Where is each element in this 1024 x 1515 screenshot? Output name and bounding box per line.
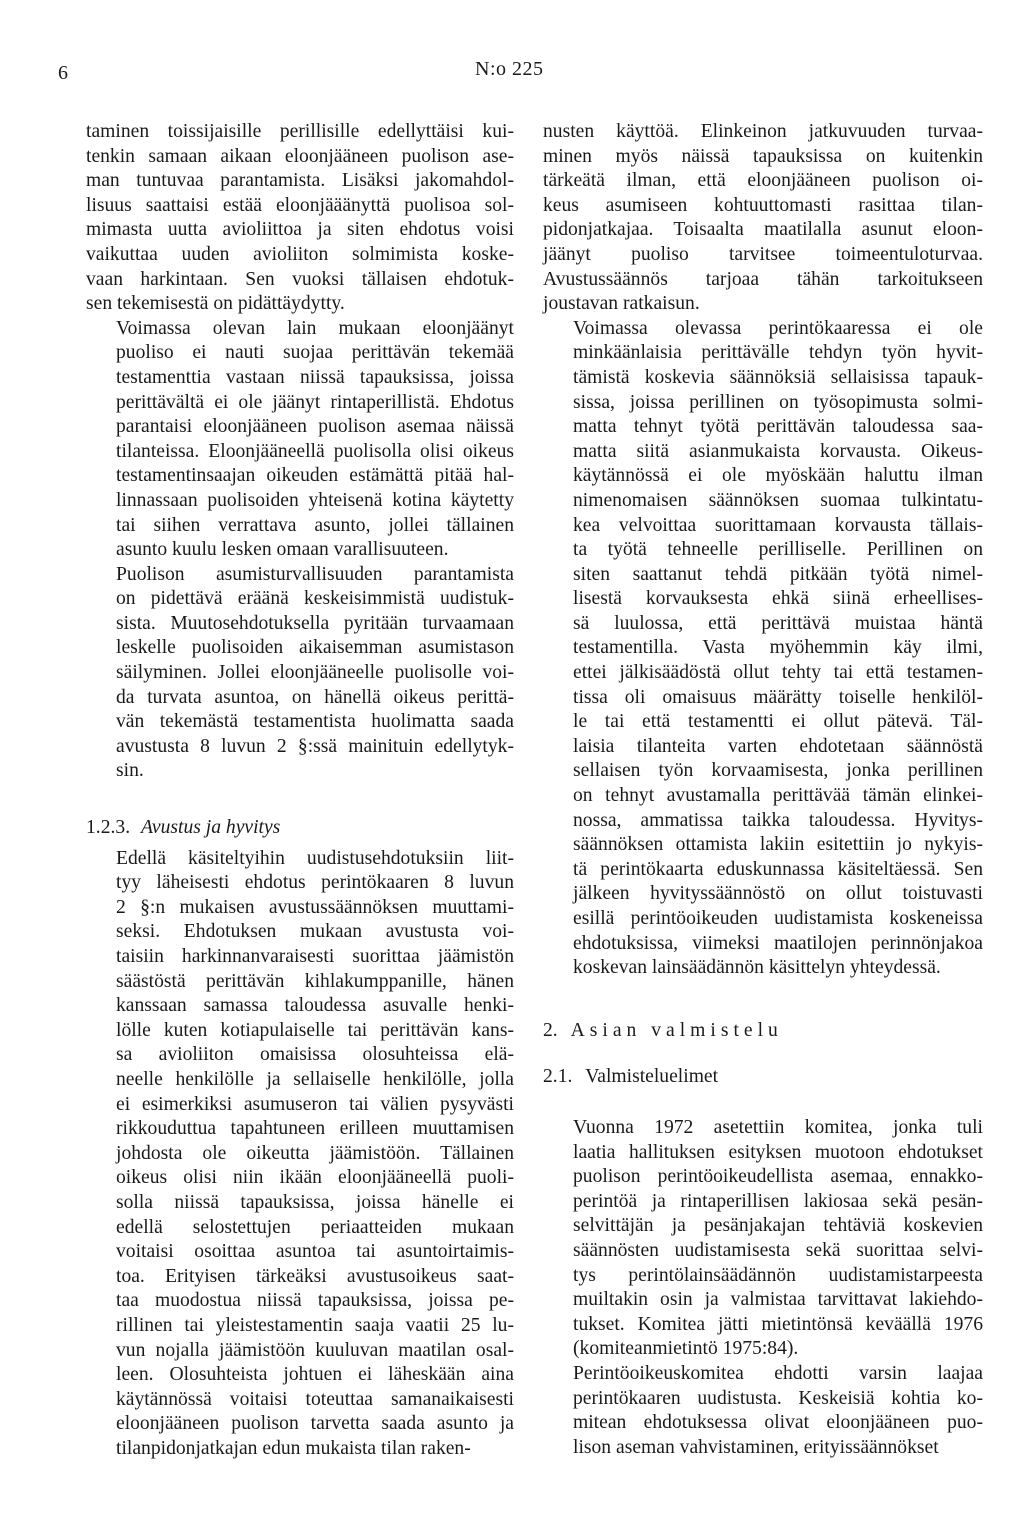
paragraph: [543, 1362, 983, 1460]
document-number: N:o 225: [475, 58, 544, 80]
text-line: esillä perintöoikeuden uudistamista koskeneissa: [573, 908, 983, 929]
paragraph: [86, 563, 514, 784]
text-line: sen tekemisestä on pidättäydytty.: [86, 293, 345, 315]
text-line: tai siihen verrattava asunto, jollei tällainen: [116, 514, 514, 536]
heading-title: Avustus ja hyvitys: [141, 817, 281, 839]
text-line: testamentilla. Vasta myöhemmin käy ilmi,: [573, 637, 983, 659]
text-line: ei esimerkiksi asumuseron tai välien pysyvästi: [116, 1093, 514, 1115]
text-line: Avustussäännös tarjoaa tähän tarkoitukseen: [543, 268, 983, 290]
text-line: nimenomaisen säännöksen suomaa tulkintatu-: [573, 489, 983, 511]
text-line: säästöstä perittävän kihlakumppanille, hänen: [116, 970, 514, 992]
text-line: tilanpidonjatkajan edun mukaista tilan raken-: [116, 1437, 471, 1459]
text-line: tyy läheisesti ehdotus perintökaaren 8 luvun: [116, 872, 514, 894]
text-line: ehdotuksissa, viimeksi maatilojen perinnönjakoa: [573, 932, 983, 954]
text-line: neelle henkilölle ja sellaiselle henkilölle, jolla: [116, 1068, 514, 1090]
paragraph: [86, 847, 514, 1462]
heading-title: Valmisteluelimet: [585, 1066, 719, 1088]
text-line: asunto kuulu lesken omaan varallisuuteen.: [116, 539, 449, 561]
text-line: perintöä ja rintaperillisen lakiosaa sekä pesän-: [573, 1190, 983, 1212]
text-line: taminen toissijaisille perillisille edellyttäisi kui-: [86, 121, 514, 142]
text-line: Edellä käsiteltyihin uudistusehdotuksiin liit-: [116, 847, 514, 869]
text-line: tys perintölainsäädännön uudistamistarpeesta: [573, 1264, 983, 1286]
text-line: vaikuttaa uuden avioliiton solmimista koske-: [86, 243, 514, 265]
text-line: siten saattanut tehdä pitkään työtä nimel-: [573, 563, 983, 585]
text-line: nusten käyttöä. Elinkeinon jatkuvuuden turvaa-: [543, 121, 983, 142]
text-line: on tehnyt avustamalla perittävää tämän elinkei-: [573, 785, 983, 807]
text-line: puolison perintöoikeudellista asemaa, ennakko-: [573, 1166, 983, 1188]
text-line: tukset. Komitea jätti mietintönsä keväällä 1976: [573, 1313, 983, 1335]
text-line: tämistä koskevia säännöksiä sellaisissa tapauk-: [573, 366, 983, 388]
text-line: tärkeätä ilman, että eloonjääneen puolison oi-: [543, 170, 983, 192]
section-heading: [86, 816, 514, 841]
text-line: jälkeen hyvityssäännöstö on ollut toistuvasti: [573, 883, 983, 905]
text-line: selvittäjän ja pesänjakajan tehtäviä koskevien: [573, 1215, 983, 1237]
heading-title: Asian valmistelu: [570, 1019, 783, 1041]
text-line: minen myös näissä tapauksissa on kuitenkin: [543, 145, 983, 167]
text-line: testamenttia vastaan niissä tapauksissa, joissa: [116, 366, 514, 388]
text-line: matta tehnyt työtä perittävän taloudessa saa-: [573, 416, 983, 438]
text-line: tenkin samaan aikaan eloonjääneen puolison ase-: [86, 145, 514, 167]
heading-number: 2.1.: [543, 1066, 573, 1088]
text-line: voitaisi osoittaa asuntoa tai asuntoirtaimis-: [116, 1241, 514, 1263]
text-line: joustavan ratkaisun.: [543, 293, 700, 315]
text-line: sista. Muutosehdotuksella pyritään turvaamaan: [116, 612, 514, 634]
text-line: säilyminen. Jollei eloonjääneelle puolisolle voi-: [116, 662, 514, 684]
text-line: jäänyt puoliso tarvitsee toimeentuloturvaa.: [543, 243, 983, 265]
text-line: johdosta ole oikeutta jäämistöön. Tällainen: [116, 1142, 514, 1164]
text-line: Vuonna 1972 asetettiin komitea, jonka tuli: [573, 1116, 983, 1138]
paragraph: [86, 120, 514, 317]
text-line: edellä selostettujen periaatteiden mukaan: [116, 1216, 514, 1238]
text-line: man tuntuvaa parantamista. Lisäksi jakomahdol-: [86, 170, 514, 192]
right-column: [543, 120, 983, 1460]
paragraph: [86, 317, 514, 563]
text-line: tilanteissa. Eloonjääneellä puolisolla olisi oikeus: [116, 440, 514, 462]
paragraph: [543, 120, 983, 317]
text-line: on pidettävä eräänä keskeisimmistä uudistuk-: [116, 588, 514, 610]
text-line: tissa oli omaisuus määrätty toiselle henkilöl-: [573, 686, 983, 708]
text-line: nossa, ammatissa taikka taloudessa. Hyvitys-: [573, 809, 983, 831]
text-line: lison aseman vahvistaminen, erityissäännökset: [573, 1436, 939, 1458]
text-line: rillinen tai yleistestamentin saaja vaatii 25 lu-: [116, 1314, 514, 1336]
left-column: [86, 120, 514, 1461]
text-line: puoliso ei nauti suojaa perittävän tekemää: [116, 342, 514, 364]
text-line: säännösten uudistamisesta sekä suorittaa selvi-: [573, 1239, 983, 1261]
text-line: käytännössä ei ole myöskään haluttu ilman: [573, 465, 983, 487]
text-line: laatia hallituksen esityksen muotoon ehdotukset: [573, 1141, 983, 1163]
text-line: sellaisen työn korvaamisesta, jonka perillinen: [573, 760, 983, 782]
text-line: säännöksen ottamista lakiin esitettiin jo nykyis-: [573, 834, 983, 856]
text-line: laisia tilanteita varten ehdotetaan säännöstä: [573, 735, 983, 757]
text-line: taa muodostua niissä tapauksissa, joissa pe-: [116, 1290, 514, 1312]
text-line: mitean ehdotuksessa olivat eloonjääneen puo-: [573, 1412, 983, 1434]
text-line: perintökaaren uudistusta. Keskeisiä kohtia ko-: [573, 1387, 983, 1409]
text-line: Perintöoikeuskomitea ehdotti varsin laajaa: [573, 1362, 983, 1384]
text-line: perittävältä ei ole jäänyt rintaperillistä. Ehdotus: [116, 391, 514, 413]
text-line: pidonjatkajaa. Toisaalta maatilalla asunut eloon-: [543, 219, 983, 241]
text-line: solla niissä tapauksissa, joissa hänelle ei: [116, 1191, 514, 1213]
text-line: leskelle puolisoiden aikaisemman asumistason: [116, 637, 514, 659]
text-line: matta siitä asianmukaista korvausta. Oikeus-: [573, 440, 983, 462]
text-line: sa avioliiton omaisissa olosuhteissa elä-: [116, 1044, 514, 1066]
text-line: taisiin harkinnanvaraisesti suorittaa jäämistön: [116, 946, 514, 967]
text-line: avustusta 8 luvun 2 §:ssä mainituin edellytyk-: [116, 735, 514, 757]
paragraph: [543, 1116, 983, 1362]
text-line: da turvata asuntoa, on hänellä oikeus perittä-: [116, 686, 514, 708]
text-line: parantaisi eloonjääneen puolison asemaa näissä: [116, 416, 514, 438]
text-line: kanssaan samassa taloudessa asuvalle henki-: [116, 995, 514, 1017]
text-line: muiltakin osin ja valmistaa tarvittavat lakiehdo-: [573, 1289, 983, 1311]
text-line: Voimassa olevassa perintökaaressa ei ole: [573, 317, 983, 339]
page-number: 6: [58, 62, 68, 84]
section-heading: [543, 1019, 983, 1044]
text-line: Puolison asumisturvallisuuden parantamista: [116, 563, 514, 585]
text-line: vaan harkintaan. Sen vuoksi tällaisen ehdotuk-: [86, 268, 514, 290]
text-line: sä luulossa, että perittävä muistaa häntä: [573, 612, 983, 634]
text-line: käytännössä voitaisi toteuttaa samanaikaisesti: [116, 1388, 514, 1410]
text-line: ettei jälkisäädöstä ollut tehty tai että testamen-: [573, 662, 983, 684]
text-line: lisuus saattaisi estää eloonjääänyttä puolisoa sol-: [86, 194, 514, 216]
text-line: toa. Erityisen tärkeäksi avustusoikeus saat-: [116, 1265, 514, 1287]
paragraph: [543, 317, 983, 981]
text-line: seksi. Ehdotuksen mukaan avustusta voi-: [116, 921, 514, 943]
text-line: vun nojalla jäämistöön kuuluvan maatilan osal-: [116, 1339, 514, 1361]
text-line: koskevan lainsäädännön käsittelyn yhteydessä.: [573, 957, 941, 979]
text-line: sissa, joissa perillinen on työsopimusta solmi-: [573, 391, 983, 413]
text-line: eloonjääneen puolison tarvetta saada asunto ja: [116, 1413, 514, 1435]
text-line: lisestä korvauksesta ehkä siinä erheellises-: [573, 588, 983, 610]
text-line: ta työtä tehneelle perilliselle. Perillinen on: [573, 539, 983, 561]
text-line: 2 §:n mukaisen avustussäännöksen muuttami-: [116, 896, 514, 918]
text-line: minkäänlaisia perittävälle tehdyn työn hyvit-: [573, 342, 983, 364]
text-line: lölle kuten kotiapulaiselle tai perittävän kans-: [116, 1019, 514, 1041]
text-line: vän tekemästä testamentista huolimatta saada: [116, 711, 514, 733]
text-line: kea velvoittaa suorittamaan korvausta tällais-: [573, 514, 983, 536]
text-line: Voimassa olevan lain mukaan eloonjäänyt: [116, 317, 514, 339]
text-line: tä perintökaarta eduskunnassa käsiteltäessä. Sen: [573, 858, 983, 880]
heading-number: 1.2.3.: [86, 817, 131, 839]
text-line: keus asumiseen kohtuuttomasti rasittaa tilan-: [543, 194, 983, 216]
text-line: (komiteanmietintö 1975:84).: [573, 1338, 799, 1360]
heading-number: 2.: [543, 1019, 558, 1041]
text-line: linnassaan puolisoiden yhteisenä kotina käytetty: [116, 489, 514, 511]
text-line: oikeus olisi niin ikään eloonjääneellä puoli-: [116, 1167, 514, 1189]
text-line: le tai että testamentti ei ollut pätevä. Täl-: [573, 711, 983, 733]
text-line: rikkouduttua tapahtuneen erilleen muuttamisen: [116, 1118, 514, 1140]
text-line: sin.: [116, 760, 144, 782]
text-line: mimasta uutta avioliittoa ja siten ehdotus voisi: [86, 219, 514, 241]
text-line: leen. Olosuhteista johtuen ei läheskään aina: [116, 1364, 514, 1386]
text-line: testamentinsaajan oikeuden estämättä pitää hal-: [116, 465, 514, 487]
subsection-heading: [543, 1065, 983, 1090]
